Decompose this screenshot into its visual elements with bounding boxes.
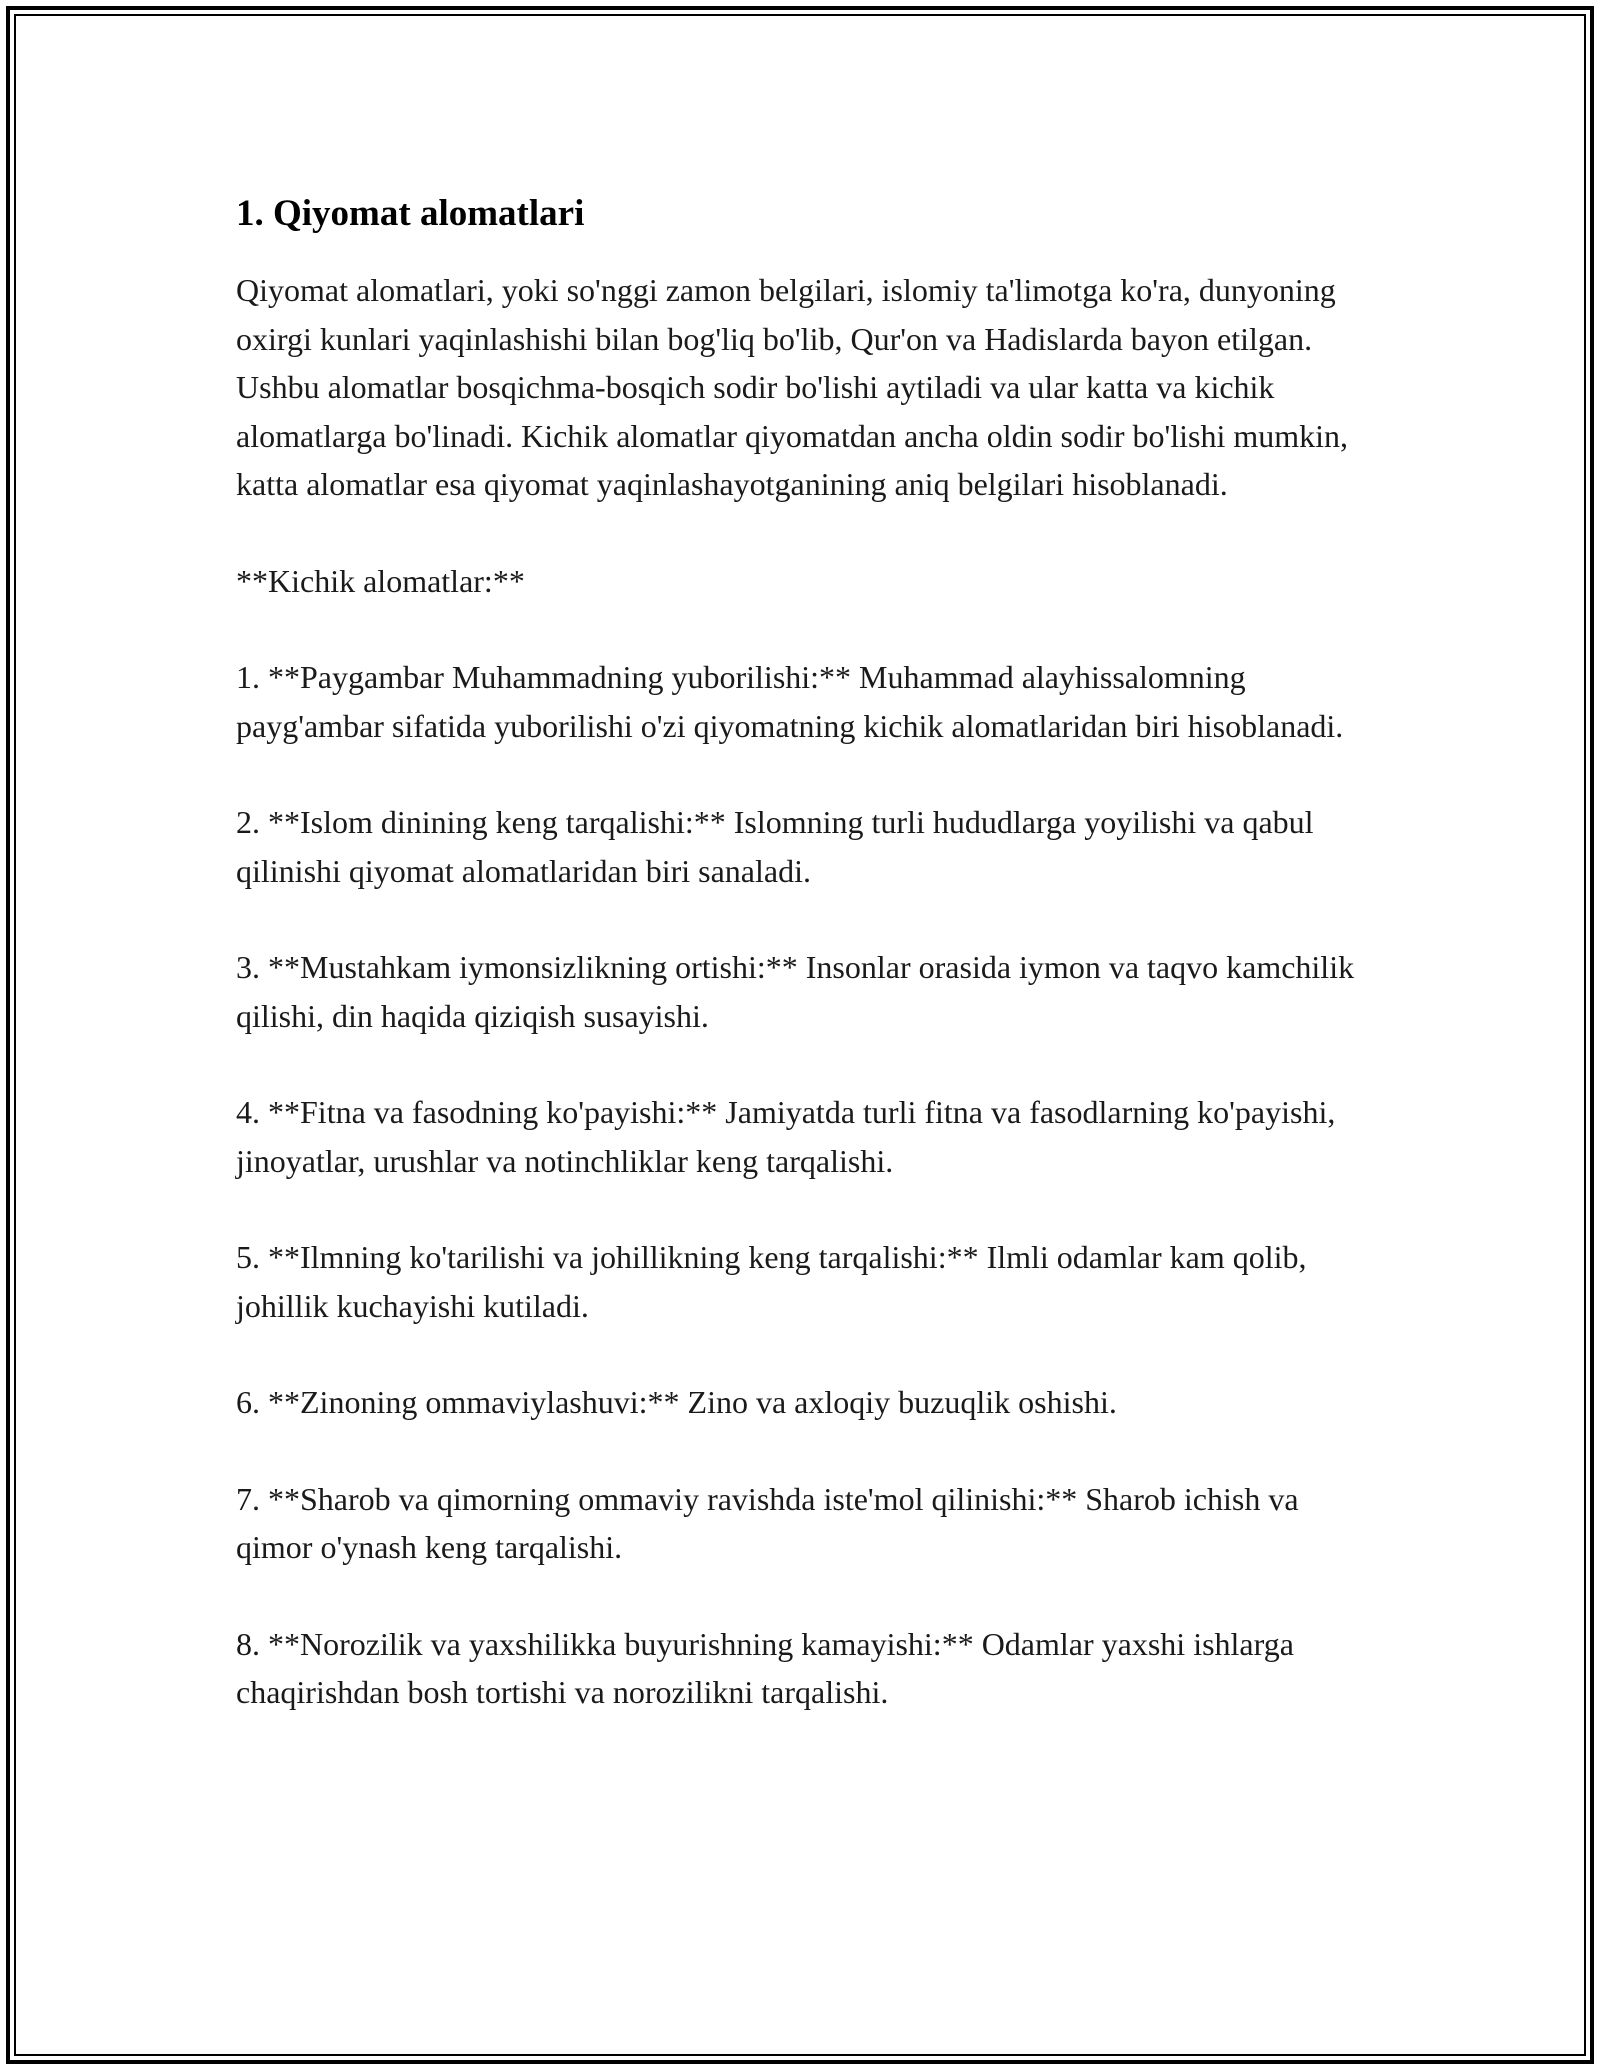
list-item: 6. **Zinoning ommaviylashuvi:** Zino va axloqiy buzuqlik oshishi. bbox=[236, 1384, 1117, 1420]
list-item: 2. **Islom dinining keng tarqalishi:** Islomning turli hududlarga yoyilishi va qabul qilinishi qiyomat alomatlaridan biri sanaladi. bbox=[236, 804, 1314, 889]
list-item: 5. **Ilmning ko'tarilishi va johillikning keng tarqalishi:** Ilmli odamlar kam qolib, johillik kuchayishi kutiladi. bbox=[236, 1239, 1307, 1324]
list-item: 8. **Norozilik va yaxshilikka buyurishning kamayishi:** Odamlar yaxshi ishlarga chaqirishdan bosh tortishi va norozilikni tarqalishi. bbox=[236, 1625, 1294, 1710]
intro-paragraph: Qiyomat alomatlari, yoki so'nggi zamon belgilari, islomiy ta'limotga ko'ra, dunyoning oxirgi kunlari yaqinlashishi bilan bog'liq bo'lib, Qur'on va Hadislarda bayon etilgan. Ushbu alomatlar bosqichma-bosqich sodir bo'lishi aytiladi va ular katta va kichik alomatlarga bo'linadi. Kichik alomatlar qiyomatdan ancha oldin sodir bo'lishi mumkin, katta alomatlar esa qiyomat yaqinlashayotganining aniq belgilari hisoblanadi. bbox=[236, 272, 1349, 502]
list-item: 4. **Fitna va fasodning ko'payishi:** Jamiyatda turli fitna va fasodlarning ko'payishi, jinoyatlar, urushlar va notinchliklar keng tarqalishi. bbox=[236, 1094, 1336, 1179]
list-item: 7. **Sharob va qimorning ommaviy ravishda iste'mol qilinishi:** Sharob ichish va qimor o'ynash keng tarqalishi. bbox=[236, 1480, 1299, 1565]
list-item: 3. **Mustahkam iymonsizlikning ortishi:** Insonlar orasida iymon va taqvo kamchilik qilishi, din haqida qiziqish susayishi. bbox=[236, 949, 1355, 1034]
section-heading: **Kichik alomatlar:** bbox=[236, 562, 525, 599]
document-body bbox=[236, 186, 1376, 1765]
document-title: 1. Qiyomat alomatlari bbox=[236, 193, 585, 234]
list-item: 1. **Paygambar Muhammadning yuborilishi:** Muhammad alayhissalomning payg'ambar sifatida yuborilishi o'zi qiyomatning kichik alomatlaridan biri hisoblanadi. bbox=[236, 659, 1344, 744]
